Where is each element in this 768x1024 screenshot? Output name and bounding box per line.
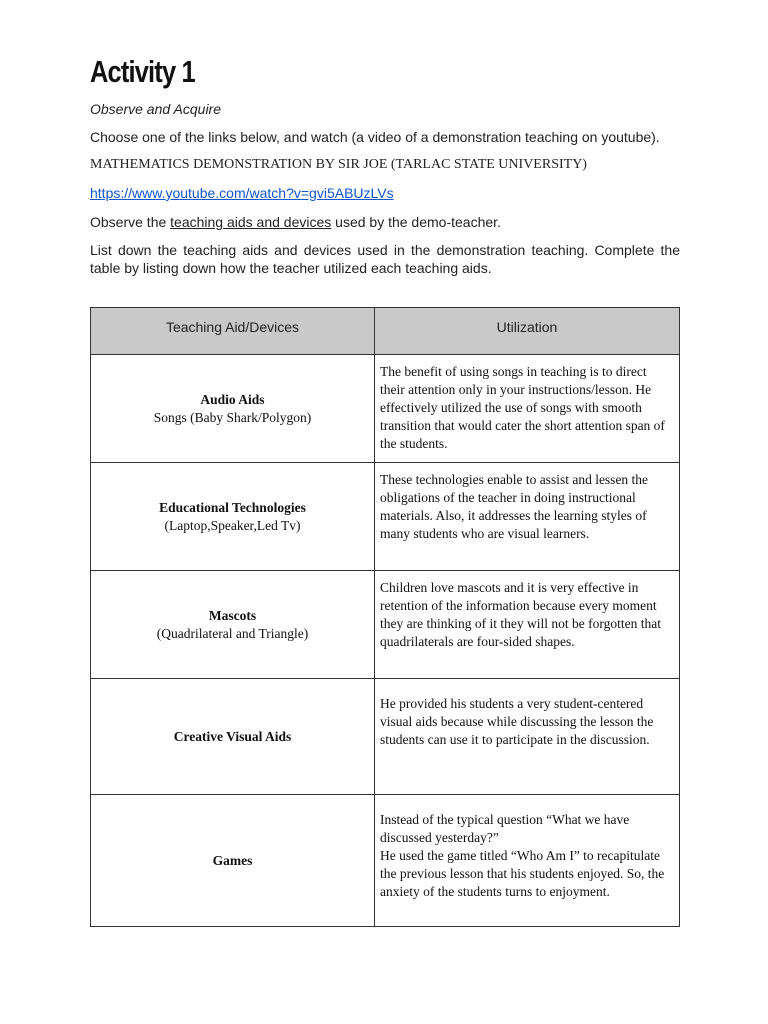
utilization-cell [375,355,680,463]
aid-detail: Songs (Baby Shark/Polygon) [153,409,312,425]
table-row [91,795,680,927]
utilization-text: Instead of the typical question “What we have discussed yesterday?” He used the game titled “Who Am I” to recapitulate the previous lesson that his students enjoyed. So, the anxiety of the students turns to enjoyment. [380,812,665,899]
utilization-cell [375,463,680,571]
utilization-cell [375,679,680,795]
table-row [91,355,680,463]
aid-cell [91,571,375,679]
table-row [91,571,680,679]
aid-detail: (Quadrilateral and Triangle) [156,625,309,641]
aid-name: Educational Technologies [159,499,306,515]
aid-name: Mascots [208,607,257,623]
page-subtitle: Observe and Acquire [90,101,221,117]
observe-underlined-phrase: teaching aids and devices [170,214,332,230]
youtube-link[interactable]: https://www.youtube.com/watch?v=gvi5ABUzLVs [90,185,394,201]
aid-cell [91,463,375,571]
aid-cell [91,795,375,927]
header-teaching-aid: Teaching Aid/Devices [91,308,375,355]
teaching-aids-table [90,307,680,927]
utilization-text: These technologies enable to assist and lessen the obligations of the teacher in doing instructional materials. Also, it addresses the learning styles of many students who are visual learners. [380,472,649,541]
header-utilization: Utilization [375,308,680,355]
observe-suffix: used by the demo-teacher. [331,214,501,230]
table-row [91,679,680,795]
aid-name: Games [212,852,253,868]
utilization-text: Children love mascots and it is very effective in retention of the information because every moment they are thinking of it they will not be forgotten that quadrilaterals are four-sided shapes. [380,580,661,649]
observe-prefix: Observe the [90,214,171,230]
utilization-text: The benefit of using songs in teaching is to direct their attention only in your instructions/lesson. He effectively utilized the use of songs with smooth transition that would cater the short attention span of the students. [380,364,665,451]
demonstration-title: MATHEMATICS DEMONSTRATION BY SIR JOE (TARLAC STATE UNIVERSITY) [90,157,587,172]
utilization-text: He provided his students a very student-centered visual aids because while discussing the lesson the students can use it to participate in the discussion. [380,696,654,747]
page-title: Activity 1 [90,54,195,89]
utilization-cell [375,795,680,927]
aid-name: Creative Visual Aids [173,728,292,744]
observe-paragraph [90,213,680,231]
table-row [91,463,680,571]
instruction-paragraph-1: Choose one of the links below, and watch (a video of a demonstration teaching on youtube). [90,129,660,145]
utilization-cell [375,571,680,679]
instruction-paragraph-2: List down the teaching aids and devices used in the demonstration teaching. Complete the table by listing down how the teacher utilized each teaching aids. [90,242,680,276]
document-body [90,50,680,277]
aid-cell [91,355,375,463]
aid-detail: (Laptop,Speaker,Led Tv) [164,517,301,533]
aid-name: Audio Aids [200,391,265,407]
aid-cell [91,679,375,795]
table-header-row [91,308,680,355]
